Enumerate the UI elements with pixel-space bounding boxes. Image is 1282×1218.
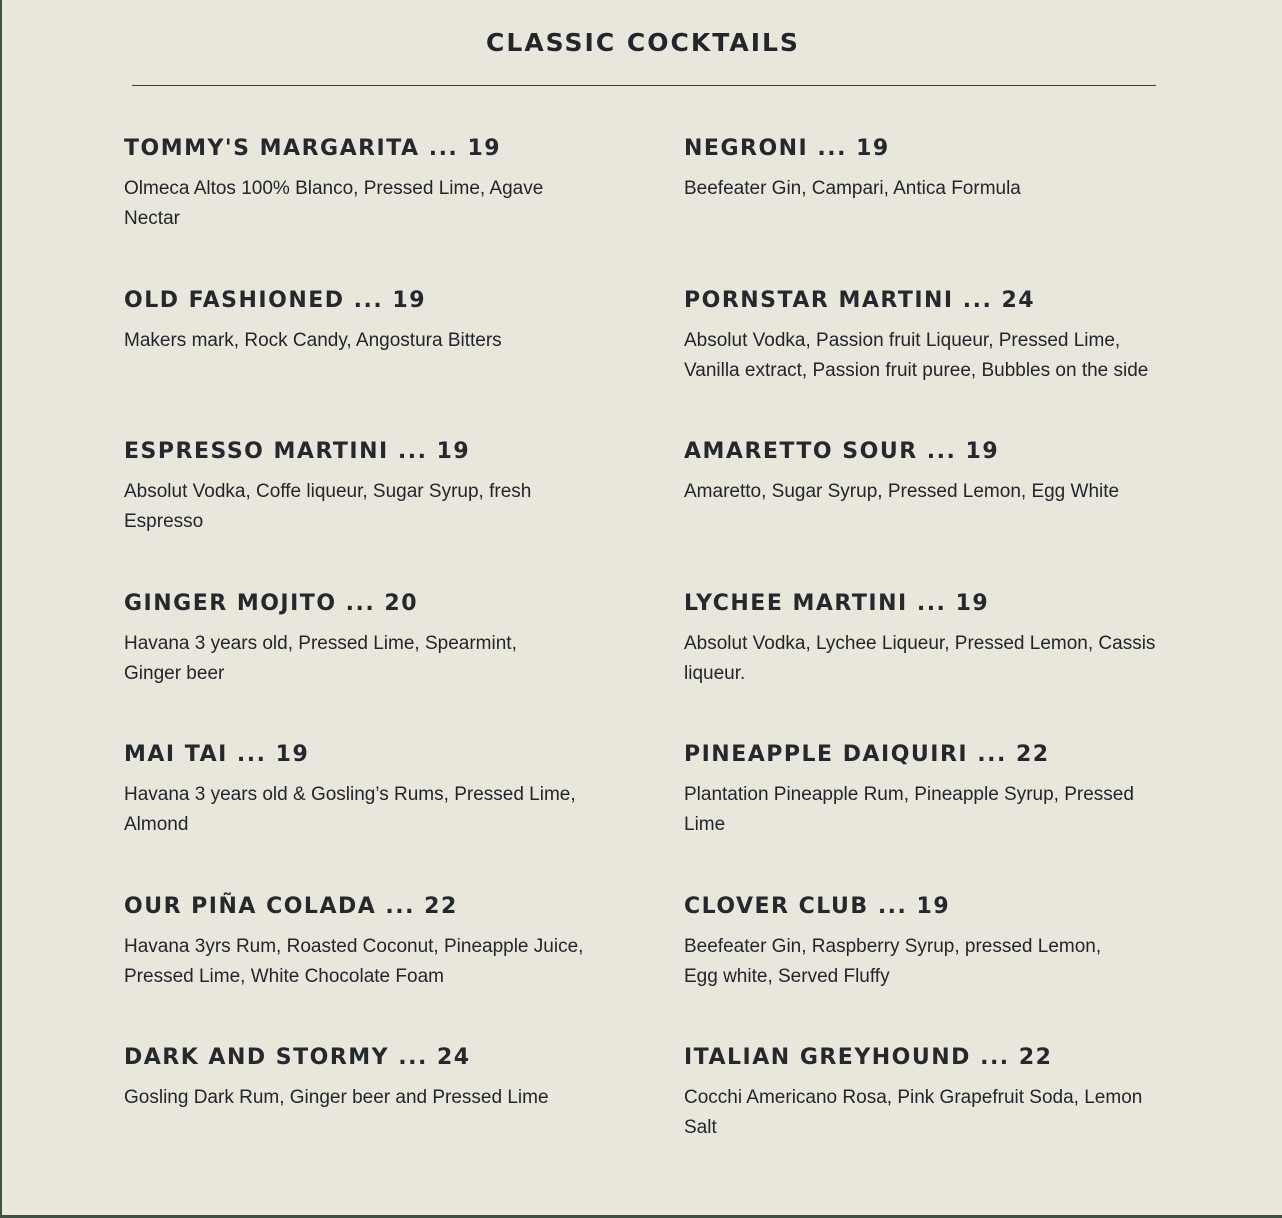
menu-item <box>684 134 1164 204</box>
item-description: Cocchi Americano Rosa, Pink Grapefruit Soda, Lemon Salt <box>684 1087 1143 1138</box>
menu-item <box>684 589 1164 689</box>
item-description: Gosling Dark Rum, Ginger beer and Pressed Lime <box>124 1087 549 1108</box>
item-description: Absolut Vodka, Coffe liqueur, Sugar Syrup, fresh Espresso <box>124 481 532 532</box>
menu-title: CLASSIC COCKTAILS <box>486 28 800 57</box>
item-title: DARK AND STORMY ... 24 <box>124 1045 471 1070</box>
item-description: Beefeater Gin, Raspberry Syrup, pressed Lemon, Egg white, Served Fluffy <box>684 936 1102 987</box>
item-description: Olmeca Altos 100% Blanco, Pressed Lime, Agave Nectar <box>124 178 544 229</box>
item-title: TOMMY'S MARGARITA ... 19 <box>124 136 502 161</box>
menu-item <box>124 740 604 840</box>
item-description: Plantation Pineapple Rum, Pineapple Syrup, Pressed Lime <box>684 784 1134 835</box>
item-description: Amaretto, Sugar Syrup, Pressed Lemon, Egg White <box>684 481 1120 502</box>
title-divider <box>132 85 1156 86</box>
item-title: ITALIAN GREYHOUND ... 22 <box>684 1045 1053 1070</box>
menu-item <box>684 286 1164 386</box>
menu-item <box>124 892 604 992</box>
item-title: NEGRONI ... 19 <box>684 136 890 161</box>
item-title: PORNSTAR MARTINI ... 24 <box>684 288 1036 313</box>
item-description: Absolut Vodka, Lychee Liqueur, Pressed Lemon, Cassis liqueur. <box>684 633 1156 684</box>
item-description: Makers mark, Rock Candy, Angostura Bitters <box>124 330 502 351</box>
menu-item <box>684 1043 1164 1143</box>
menu-page <box>2 0 1282 1215</box>
item-title: PINEAPPLE DAIQUIRI ... 22 <box>684 742 1050 767</box>
item-description: Beefeater Gin, Campari, Antica Formula <box>684 178 1021 199</box>
item-description: Havana 3 years old & Gosling’s Rums, Pressed Lime, Almond <box>124 784 576 835</box>
menu-item <box>124 134 604 234</box>
menu-item <box>124 1043 604 1113</box>
item-description: Absolut Vodka, Passion fruit Liqueur, Pressed Lime, Vanilla extract, Passion fruit puree, Bubbles on the side <box>684 330 1149 381</box>
item-title: OLD FASHIONED ... 19 <box>124 288 427 313</box>
menu-item <box>124 286 604 356</box>
item-title: ESPRESSO MARTINI ... 19 <box>124 439 471 464</box>
menu-item <box>124 589 604 689</box>
item-description: Havana 3 years old, Pressed Lime, Spearmint, Ginger beer <box>124 633 517 684</box>
item-title: AMARETTO SOUR ... 19 <box>684 439 1000 464</box>
item-title: GINGER MOJITO ... 20 <box>124 591 419 616</box>
menu-item <box>684 740 1164 840</box>
menu-item <box>684 437 1164 507</box>
item-title: MAI TAI ... 19 <box>124 742 310 767</box>
item-description: Havana 3yrs Rum, Roasted Coconut, Pineapple Juice, Pressed Lime, White Chocolate Foam <box>124 936 584 987</box>
item-title: OUR PIÑA COLADA ... 22 <box>124 894 458 919</box>
menu-item <box>684 892 1164 992</box>
item-title: CLOVER CLUB ... 19 <box>684 894 951 919</box>
item-title: LYCHEE MARTINI ... 19 <box>684 591 990 616</box>
menu-item <box>124 437 604 537</box>
